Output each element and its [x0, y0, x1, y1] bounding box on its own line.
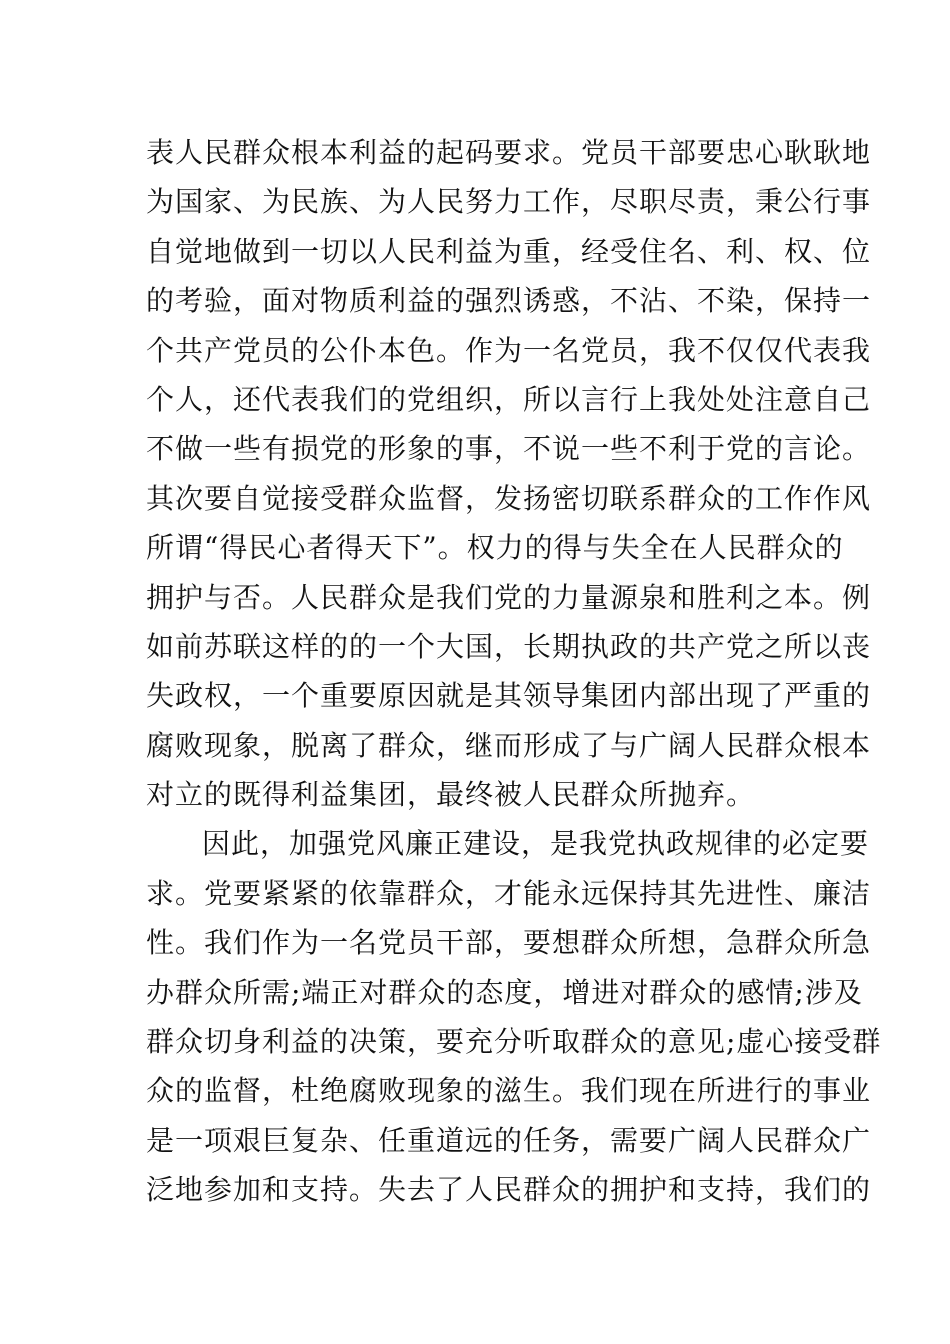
text-line: 因此，加强党风廉正建设，是我党执政规律的必定要	[202, 827, 870, 861]
text-line: 拥护与否。人民群众是我们党的力量源泉和胜利之本。例	[146, 580, 872, 614]
paragraph-2	[146, 819, 882, 1214]
text-line: 群众切身利益的决策，要充分听取群众的意见;虚心接受群	[146, 1025, 882, 1059]
text-line: 性。我们作为一名党员干部，要想群众所想，急群众所急	[146, 926, 872, 960]
text-line: 个人，还代表我们的党组织，所以言行上我处处注意自己	[146, 382, 872, 416]
text-line: 其次要自觉接受群众监督，发扬密切联系群众的工作作风	[146, 481, 872, 515]
text-line: 对立的既得利益集团，最终被人民群众所抛弃。	[146, 778, 756, 812]
text-line: 如前苏联这样的的一个大国，长期执政的共产党之所以丧	[146, 629, 872, 663]
text-line: 为国家、为民族、为人民努力工作，尽职尽责，秉公行事	[146, 185, 872, 219]
text-line: 办群众所需;端正对群众的态度，增进对群众的感情;涉及	[146, 975, 863, 1009]
text-line: 泛地参加和支持。失去了人民群众的拥护和支持，我们的	[146, 1173, 872, 1207]
text-line: 自觉地做到一切以人民利益为重，经受住名、利、权、位	[146, 234, 872, 268]
text-line: 失政权，一个重要原因就是其领导集团内部出现了严重的	[146, 679, 872, 713]
body-text	[146, 128, 882, 1215]
text-line: 个共产党员的公仆本色。作为一名党员，我不仅仅代表我	[146, 333, 872, 367]
text-line: 不做一些有损党的形象的事，不说一些不利于党的言论。	[146, 432, 872, 466]
text-line: 所谓“得民心者得天下”。权力的得与失全在人民群众的	[146, 531, 844, 565]
text-line: 求。党要紧紧的依靠群众，才能永远保持其先进性、廉洁	[146, 876, 872, 910]
text-line: 是一项艰巨复杂、任重道远的任务，需要广阔人民群众广	[146, 1123, 872, 1157]
text-line: 的考验，面对物质利益的强烈诱惑，不沾、不染，保持一	[146, 284, 872, 318]
text-line: 表人民群众根本利益的起码要求。党员干部要忠心耿耿地	[146, 136, 872, 169]
paragraph-1	[146, 128, 872, 819]
text-line: 腐败现象，脱离了群众，继而形成了与广阔人民群众根本	[146, 728, 872, 762]
text-line: 众的监督，杜绝腐败现象的滋生。我们现在所进行的事业	[146, 1074, 872, 1108]
